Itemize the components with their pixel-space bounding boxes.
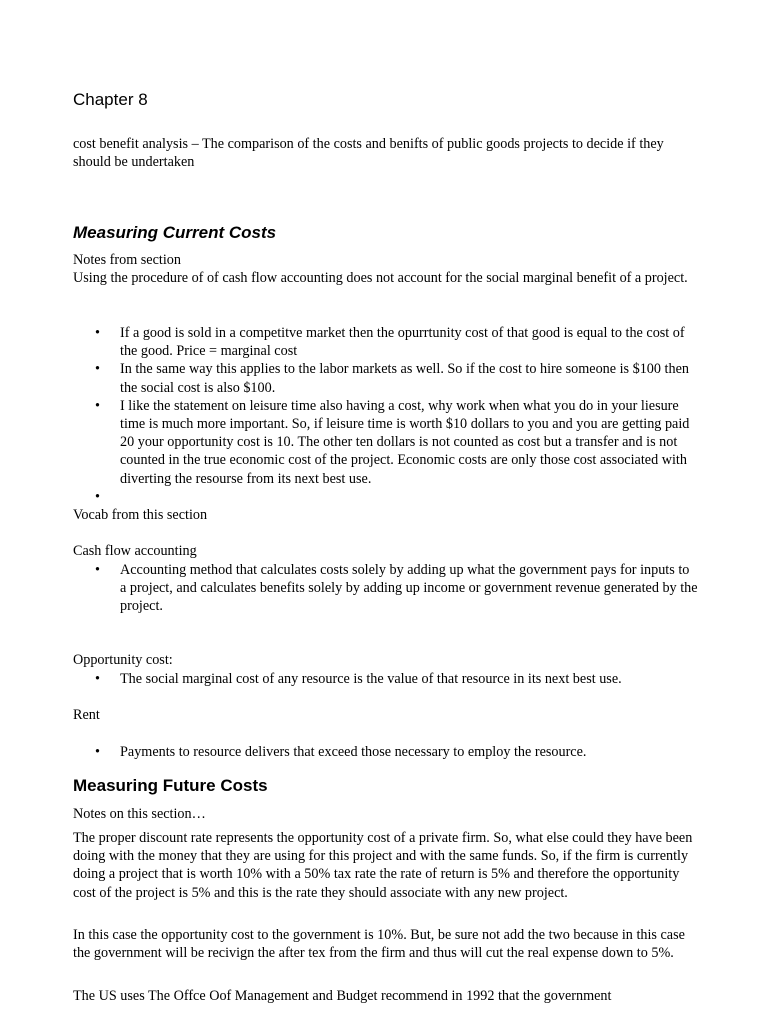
bullet-icon: • [95,361,100,378]
list-item: • Payments to resource delivers that exceed those necessary to employ the resource. [95,744,587,760]
vocab-term: Rent [73,707,100,723]
notes-intro-paragraph: Using the procedure of of cash flow accounting does not account for the social marginal benefit of a project. [73,270,688,286]
notes-label: Notes on this section… [73,806,206,822]
chapter-title: Chapter 8 [73,90,148,109]
list-item [73,488,698,506]
paragraph: In this case the opportunity cost to the government is 10%. But, be sure not add the two because in this case the government will be recivign the after tex from the firm and thus will cut the real expense down to 5%. [73,927,685,962]
section-heading-current-costs: Measuring Current Costs [73,223,277,242]
bullet-icon: • [95,325,100,341]
list-item: • If a good is sold in a competitve market then the opurrtunity cost of that good is equal to the cost of the good. Price = marginal cost [95,325,685,360]
vocab-definition-list [73,743,698,761]
vocab-term: Cash flow accounting [73,543,197,559]
notes-label: Notes from section [73,252,181,268]
bullet-icon: • [95,744,100,760]
vocab-definition-list [73,670,698,688]
bullet-icon: • [95,562,100,578]
list-item: • In the same way this applies to the labor markets as well. So if the cost to hire someone is $100 then the social cost is also $100. [95,361,689,396]
vocab-definition-list [73,561,698,616]
bullet-icon: • [95,671,100,687]
bullet-icon: • [95,397,100,414]
paragraph: The proper discount rate represents the opportunity cost of a private firm. So, what else could they have been doing with the money that they are using for this project and with the same funds. So, if the firm is currently doing a project that is worth 10% with a 50% tax rate the rate of return is 5% and therefore the opportunity cost of the project is 5% and this is the rate they should associate with any new project. [73,830,693,901]
section-heading-future-costs: Measuring Future Costs [73,776,268,795]
vocab-term: Opportunity cost: [73,652,173,668]
vocab-label: Vocab from this section [73,507,208,523]
notes-bullet-list [73,324,698,506]
definition-paragraph: cost benefit analysis – The comparison of the costs and benifts of public goods projects to decide if they should be undertaken [73,136,664,171]
bullet-icon: • [95,488,100,505]
list-item: • I like the statement on leisure time also having a cost, why work when what you do in your liesure time is much more important. So, if leisure time is worth $10 dollars to you and you are getting paid 20 your opportunity cost is 10. The other ten dollars is not counted as cost but a transfer and is not counted in the true economic cost of the project. Economic costs are only those cost associated with diverting the resourse from its next best use. [95,397,690,487]
list-item: • Accounting method that calculates costs solely by adding up what the government pays for inputs to a project, and calculates benefits solely by adding up income or government revenue generated by the project. [95,562,698,615]
list-item: • The social marginal cost of any resource is the value of that resource in its next best use. [95,671,622,687]
paragraph: The US uses The Offce Oof Management and Budget recommend in 1992 that the government [73,988,612,1004]
